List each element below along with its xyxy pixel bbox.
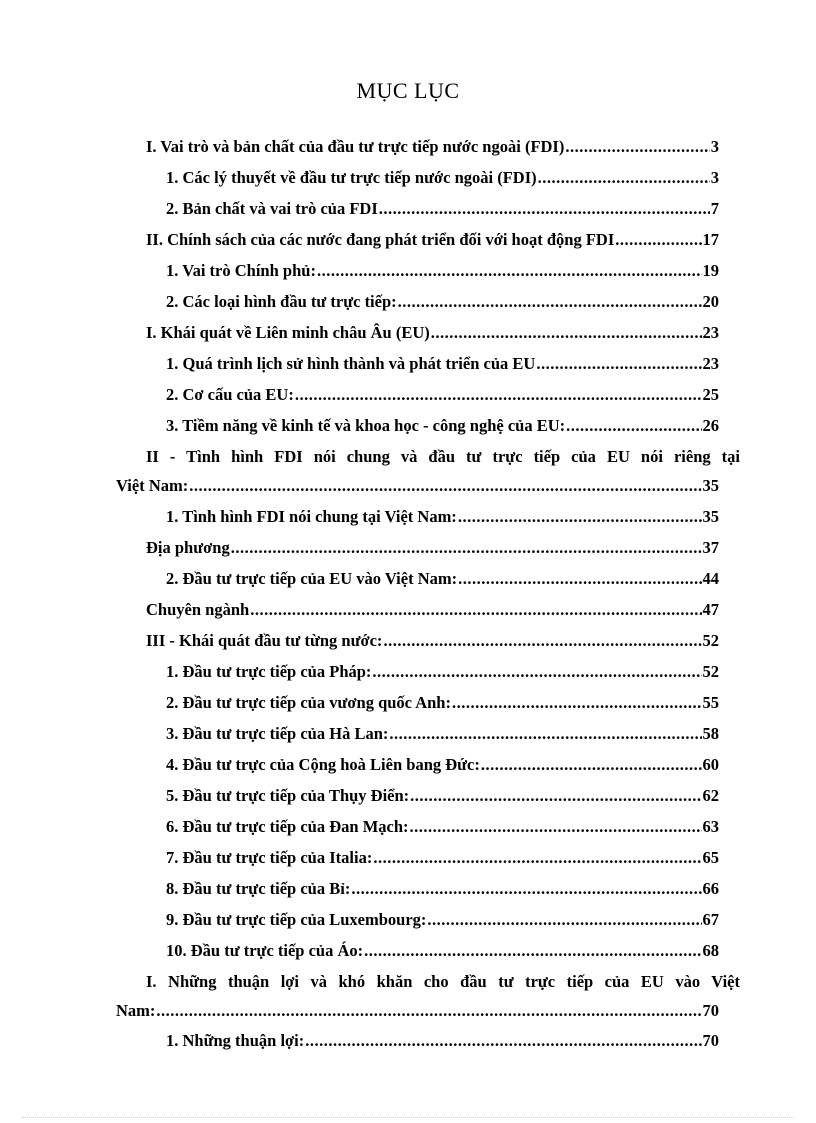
toc-entry-label: 1. Những thuận lợi: xyxy=(166,1031,305,1050)
toc-entry[interactable] xyxy=(166,261,719,283)
toc-entry-page: 19 xyxy=(702,261,719,280)
toc-leader-dots xyxy=(410,817,702,837)
toc-entry-label: 8. Đầu tư trực tiếp của Bỉ: xyxy=(166,879,351,898)
toc-entry[interactable] xyxy=(146,538,719,560)
toc-entry[interactable] xyxy=(166,693,719,715)
toc-entry-page: 20 xyxy=(702,292,719,311)
toc-entry[interactable] xyxy=(166,416,719,438)
toc-entry-page: 66 xyxy=(702,879,719,898)
toc-leader-dots xyxy=(383,631,701,651)
toc-entry-label: 9. Đầu tư trực tiếp của Luxembourg: xyxy=(166,910,427,929)
toc-entry-label: 10. Đầu tư trực tiếp của Áo: xyxy=(166,941,364,960)
toc-entry-page: 47 xyxy=(702,600,719,619)
toc-entry[interactable] xyxy=(166,848,719,870)
toc-leader-dots xyxy=(458,507,702,527)
page-bottom-divider xyxy=(22,1117,794,1118)
toc-leader-dots xyxy=(389,724,701,744)
toc-leader-dots xyxy=(615,230,701,250)
toc-leader-dots xyxy=(305,1031,701,1051)
toc-leader-dots xyxy=(156,1001,701,1021)
toc-leader-dots xyxy=(452,693,702,713)
toc-leader-dots xyxy=(372,662,701,682)
toc-entry-label: 3. Tiềm năng về kinh tế và khoa học - công nghệ của EU: xyxy=(166,416,566,435)
toc-entry-page: 67 xyxy=(702,910,719,929)
toc-entry-page: 25 xyxy=(702,385,719,404)
toc-entry-label: 2. Các loại hình đầu tư trực tiếp: xyxy=(166,292,397,311)
toc-entry[interactable] xyxy=(166,569,719,591)
toc-leader-dots xyxy=(481,755,702,775)
toc-leader-dots xyxy=(317,261,702,281)
toc-entry-page: 65 xyxy=(702,848,719,867)
toc-entry[interactable] xyxy=(116,476,719,498)
toc-entry-page: 3 xyxy=(710,168,719,187)
toc-entry[interactable] xyxy=(166,507,719,529)
toc-entry[interactable] xyxy=(146,137,719,159)
toc-entry-label: III - Khái quát đầu tư từng nước: xyxy=(146,631,383,650)
toc-leader-dots xyxy=(565,137,709,157)
toc-leader-dots xyxy=(231,538,702,558)
toc-entry-label: 4. Đầu tư trực của Cộng hoà Liên bang Đức: xyxy=(166,755,480,774)
toc-entry-label: 2. Đầu tư trực tiếp của vương quốc Anh: xyxy=(166,693,451,712)
page-title: MỤC LỤC xyxy=(356,78,460,103)
toc-entry-page: 70 xyxy=(702,1001,719,1020)
toc-entry-page: 44 xyxy=(702,569,719,588)
toc-leader-dots xyxy=(351,879,701,899)
toc-entry[interactable] xyxy=(166,786,719,808)
toc-entry[interactable] xyxy=(166,724,719,746)
toc-entry-page: 3 xyxy=(710,137,719,156)
toc-entry-label-line1[interactable]: I. Những thuận lợi và khó khăn cho đầu tư trực tiếp của EU vào Việt xyxy=(146,972,740,991)
toc-entry-label-line1[interactable]: II - Tình hình FDI nói chung và đầu tư trực tiếp của EU nói riêng tại xyxy=(146,447,740,466)
toc-entry-label: I. Vai trò và bản chất của đầu tư trực tiếp nước ngoài (FDI) xyxy=(146,137,565,156)
toc-entry-page: 55 xyxy=(702,693,719,712)
toc-entry-page: 52 xyxy=(702,662,719,681)
toc-entry[interactable] xyxy=(116,1001,719,1023)
toc-entry-label: II. Chính sách của các nước đang phát triển đối với hoạt động FDI xyxy=(146,230,615,249)
toc-leader-dots xyxy=(373,848,701,868)
toc-entry-page: 62 xyxy=(702,786,719,805)
toc-entry-label: 1. Các lý thuyết về đầu tư trực tiếp nước ngoài (FDI) xyxy=(166,168,537,187)
toc-entry-label: 5. Đầu tư trực tiếp của Thụy Điển: xyxy=(166,786,410,805)
toc-entry-page: 60 xyxy=(702,755,719,774)
toc-entry-label: Địa phương xyxy=(146,538,230,557)
toc-entry[interactable] xyxy=(146,600,719,622)
toc-leader-dots xyxy=(398,292,702,312)
toc-entry-page: 37 xyxy=(702,538,719,557)
toc-leader-dots xyxy=(458,569,701,589)
toc-entry[interactable] xyxy=(166,755,719,777)
toc-entry-page: 58 xyxy=(702,724,719,743)
toc-entry-label: 2. Cơ cấu của EU: xyxy=(166,385,294,404)
toc-entry[interactable] xyxy=(166,1031,719,1053)
toc-entry-label: 7. Đầu tư trực tiếp của Italia: xyxy=(166,848,373,867)
toc-entry-page: 26 xyxy=(702,416,719,435)
toc-leader-dots xyxy=(189,476,701,496)
toc-leader-dots xyxy=(427,910,701,930)
toc-leader-dots xyxy=(538,168,710,188)
toc-entry[interactable] xyxy=(166,354,719,376)
toc-entry[interactable] xyxy=(166,817,719,839)
toc-entry[interactable] xyxy=(166,385,719,407)
toc-entry-page: 68 xyxy=(702,941,719,960)
toc-leader-dots xyxy=(410,786,701,806)
toc-leader-dots xyxy=(566,416,701,436)
toc-entry[interactable] xyxy=(166,910,719,932)
toc-entry-label: Nam: xyxy=(116,1001,156,1020)
toc-leader-dots xyxy=(536,354,701,374)
toc-entry-page: 17 xyxy=(702,230,719,249)
toc-entry[interactable] xyxy=(146,230,719,252)
toc-entry-label: 1. Quá trình lịch sử hình thành và phát triển của EU xyxy=(166,354,536,373)
toc-entry-label: 2. Bản chất và vai trò của FDI xyxy=(166,199,378,218)
toc-entry-page: 63 xyxy=(702,817,719,836)
toc-entry[interactable] xyxy=(166,168,719,190)
toc-entry[interactable] xyxy=(166,199,719,221)
toc-entry[interactable] xyxy=(166,879,719,901)
toc-leader-dots xyxy=(431,323,702,343)
toc-entry-label: 1. Tình hình FDI nói chung tại Việt Nam: xyxy=(166,507,457,526)
toc-entry-page: 7 xyxy=(710,199,719,218)
toc-entry[interactable] xyxy=(166,941,719,963)
toc-entry-page: 52 xyxy=(702,631,719,650)
toc-entry-label: 6. Đầu tư trực tiếp của Đan Mạch: xyxy=(166,817,409,836)
toc-entry-page: 35 xyxy=(702,476,719,495)
toc-entry[interactable] xyxy=(146,631,719,653)
toc-entry[interactable] xyxy=(166,292,719,314)
toc-leader-dots xyxy=(250,600,701,620)
toc-entry[interactable] xyxy=(146,323,719,345)
toc-entry-label: 1. Đầu tư trực tiếp của Pháp: xyxy=(166,662,372,681)
toc-leader-dots xyxy=(379,199,710,219)
toc-leader-dots xyxy=(364,941,701,961)
toc-entry[interactable] xyxy=(166,662,719,684)
toc-entry-label: 3. Đầu tư trực tiếp của Hà Lan: xyxy=(166,724,389,743)
toc-entry-page: 35 xyxy=(702,507,719,526)
toc-entry-label: Chuyên ngành xyxy=(146,600,250,619)
toc-entry-label: I. Khái quát về Liên minh châu Âu (EU) xyxy=(146,323,430,342)
toc-entry-label: 1. Vai trò Chính phủ: xyxy=(166,261,316,280)
toc-entry-page: 23 xyxy=(702,354,719,373)
toc-leader-dots xyxy=(295,385,702,405)
toc-entry-label: 2. Đầu tư trực tiếp của EU vào Việt Nam: xyxy=(166,569,458,588)
toc-entry-page: 23 xyxy=(702,323,719,342)
toc-entry-page: 70 xyxy=(702,1031,719,1050)
toc-entry-label: Việt Nam: xyxy=(116,476,189,495)
